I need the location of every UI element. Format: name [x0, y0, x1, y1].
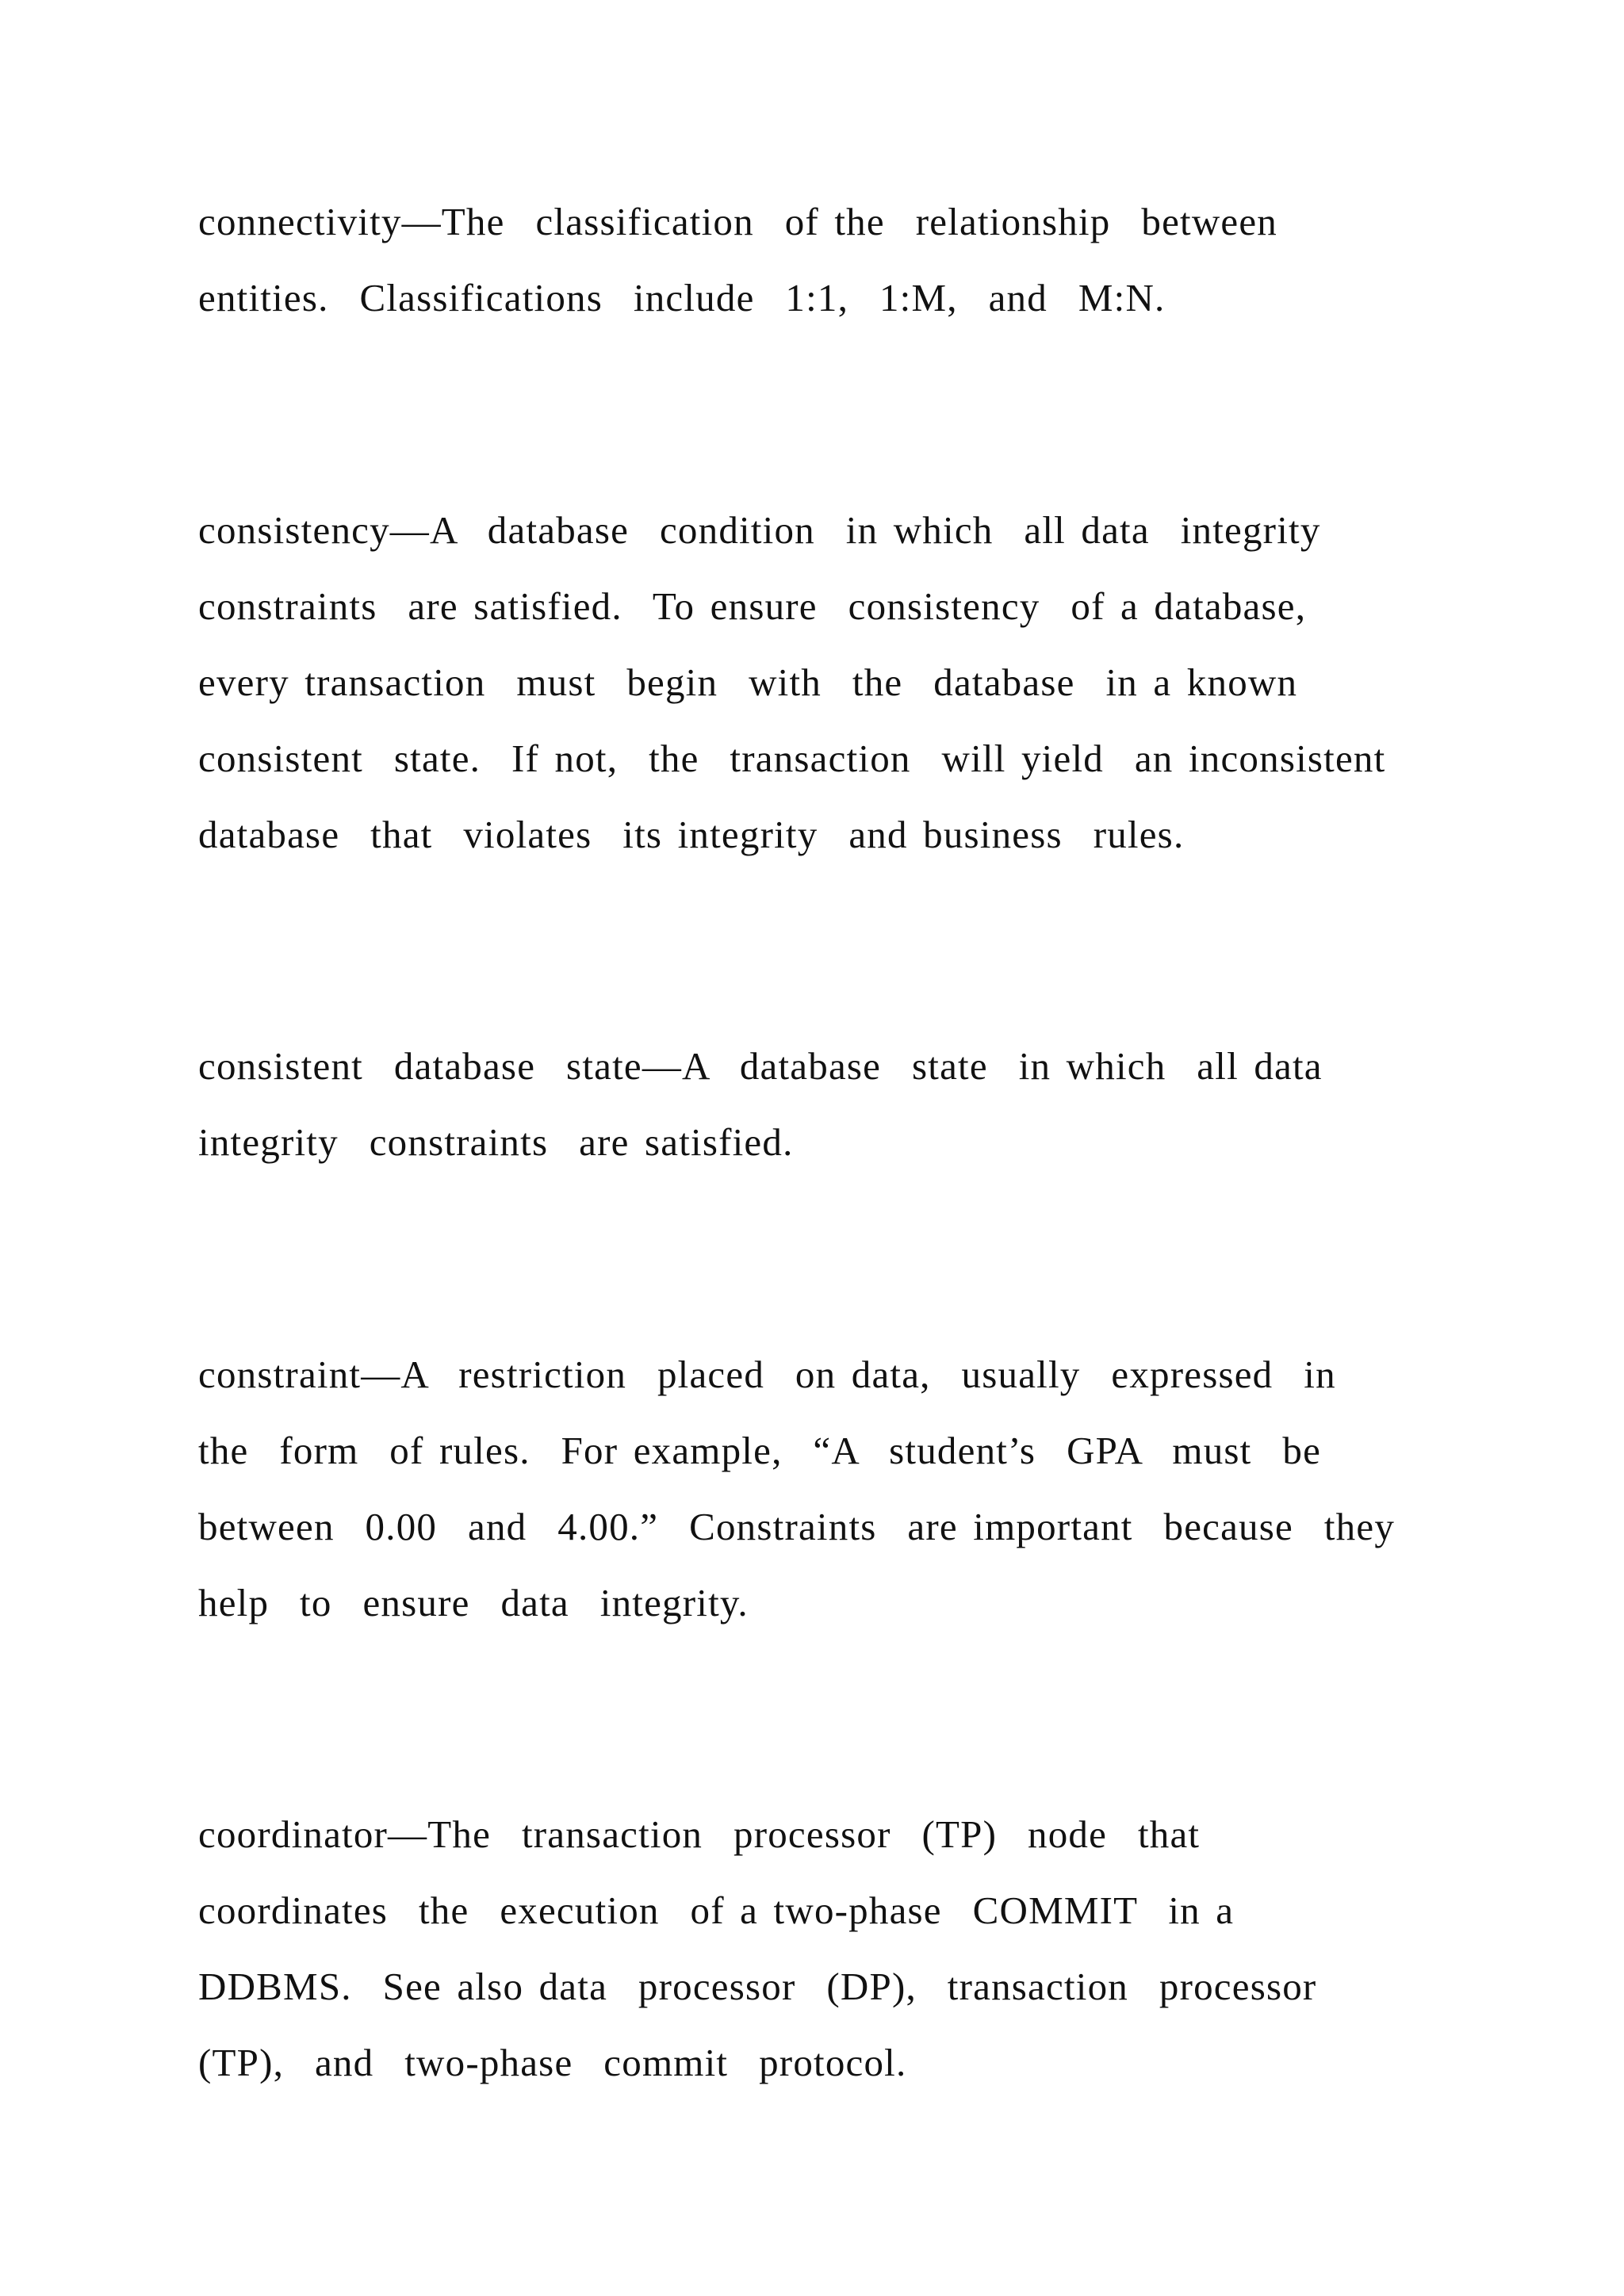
definition-line: (TP), and two-phase commit protocol. — [198, 2041, 907, 2084]
definition-line: consistency—A database condition in which all data integrity — [198, 508, 1321, 552]
glossary-entry-connectivity — [198, 184, 1277, 336]
definition-line: every transaction must begin with the database in a known — [198, 660, 1298, 704]
definition-line: DDBMS. See also data processor (DP), transaction processor — [198, 1965, 1317, 2008]
definition-line: consistent database state—A database state in which all data — [198, 1044, 1323, 1088]
definition-line: coordinates the execution of a two-phase COMMIT in a — [198, 1888, 1235, 1932]
definition-line: the form of rules. For example, “A student’s GPA must be — [198, 1429, 1322, 1472]
definition-line: between 0.00 and 4.00.” Constraints are important because they — [198, 1505, 1396, 1548]
glossary-entry-consistent-database-state — [198, 1028, 1323, 1181]
definition-line: constraints are satisfied. To ensure consistency of a database, — [198, 584, 1307, 628]
definition-line: database that violates its integrity and business rules. — [198, 813, 1185, 856]
definition-line: coordinator—The transaction processor (TP) node that — [198, 1812, 1201, 1856]
definition-line: consistent state. If not, the transaction will yield an inconsistent — [198, 737, 1386, 780]
definition-line: integrity constraints are satisfied. — [198, 1120, 794, 1164]
definition-line: constraint—A restriction placed on data, usually expressed in — [198, 1353, 1336, 1396]
definition-line: help to ensure data integrity. — [198, 1581, 749, 1624]
glossary-entry-constraint — [198, 1337, 1395, 1641]
glossary-entry-coordinator — [198, 1797, 1316, 2101]
definition-line: connectivity—The classification of the relationship between — [198, 200, 1278, 243]
definition-line: entities. Classifications include 1:1, 1:M, and M:N. — [198, 276, 1166, 320]
glossary-entry-consistency — [198, 492, 1385, 873]
